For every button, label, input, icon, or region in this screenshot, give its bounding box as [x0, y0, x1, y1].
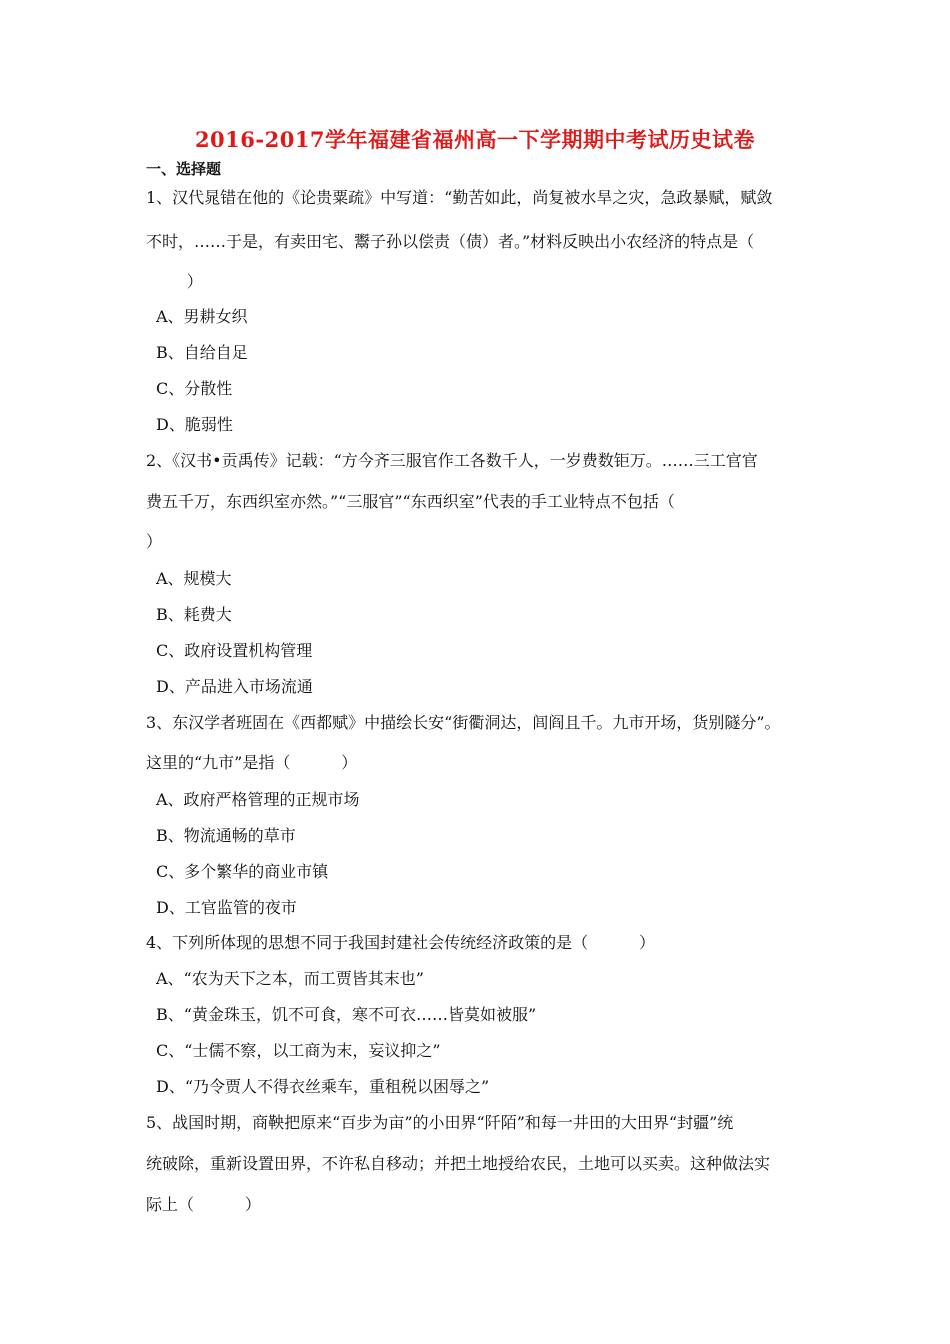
question-3-option-c: C、多个繁华的商业市镇 [156, 862, 329, 881]
question-3-line-2: 这里的“九市”是指（ ） [146, 753, 358, 772]
question-2-line-3: ） [146, 532, 163, 551]
question-1-line-2: 不时，……于是，有卖田宅、鬻子孙以偿责（债）者。”材料反映出小农经济的特点是（ [146, 232, 755, 251]
question-1-line-1: 1、汉代晁错在他的《论贵粟疏》中写道：“勤苦如此，尚复被水旱之灾，急政暴赋，赋敛 [146, 188, 773, 207]
page-title: 2016-2017学年福建省福州高一下学期期中考试历史试卷 [194, 127, 756, 152]
question-1-option-d: D、脆弱性 [156, 415, 233, 434]
question-1-option-b: B、自给自足 [156, 343, 248, 362]
question-3-line-1: 3、东汉学者班固在《西都赋》中描绘长安“街衢洞达，闾阎且千。九市开场，货别隧分”。 [146, 713, 781, 732]
question-2-option-d: D、产品进入市场流通 [156, 677, 313, 696]
question-5-line-1: 5、战国时期，商鞅把原来“百步为亩”的小田界“阡陌”和每一井田的大田界“封疆”统 [146, 1113, 734, 1132]
question-2-line-1: 2、《汉书•贡禹传》记载：“方今齐三服官作工各数千人，一岁费数钜万。……三工官官 [146, 451, 758, 470]
section-heading: 一、选择题 [146, 160, 222, 178]
question-4-option-d: D、“乃令贾人不得衣丝乘车，重租税以困辱之” [156, 1077, 490, 1096]
question-3-option-a: A、政府严格管理的正规市场 [156, 790, 360, 809]
question-2-option-c: C、政府设置机构管理 [156, 641, 313, 660]
question-2-option-a: A、规模大 [156, 569, 232, 588]
question-2-option-b: B、耗费大 [156, 605, 232, 624]
question-3-option-b: B、物流通畅的草市 [156, 826, 296, 845]
question-1-line-3: ） [146, 272, 203, 291]
question-5-line-3: 际上（ ） [146, 1195, 261, 1214]
question-4-option-b: B、“黄金珠玉，饥不可食，寒不可衣……皆莫如被服” [156, 1005, 537, 1024]
question-4-option-a: A、“农为天下之本，而工贾皆其末也” [156, 969, 424, 988]
question-4-line-1: 4、下列所体现的思想不同于我国封建社会传统经济政策的是（ ） [146, 933, 656, 952]
question-2-line-2: 费五千万，东西织室亦然。”“三服官”“东西织室”代表的手工业特点不包括（ [146, 492, 675, 511]
question-1-option-a: A、男耕女织 [156, 307, 248, 326]
question-5-line-2: 统破除，重新设置田界，不许私自移动；并把土地授给农民，土地可以买卖。这种做法实 [146, 1154, 771, 1173]
question-4-option-c: C、“士儒不察，以工商为末，妄议抑之” [156, 1041, 441, 1060]
question-1-option-c: C、分散性 [156, 379, 233, 398]
question-3-option-d: D、工官监管的夜市 [156, 898, 297, 917]
